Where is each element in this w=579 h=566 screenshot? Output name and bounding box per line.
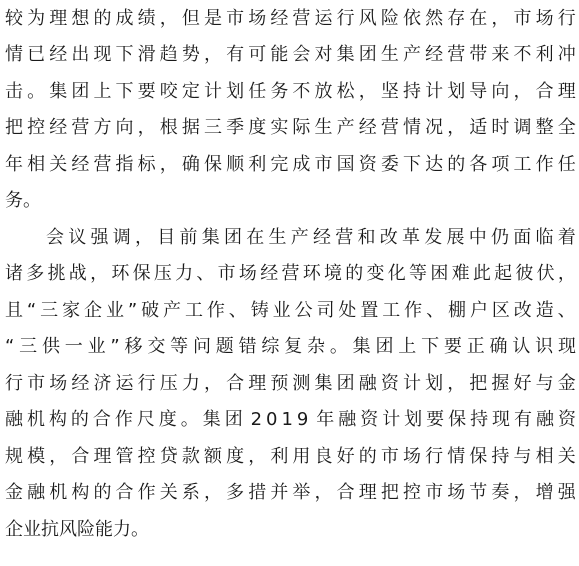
text-line-9: 且 “ 三 家 企 业 ” 破 产 工 作 、 铸 业 公 司 处 置 工 作 、 棚 户 区 改 造 、 xyxy=(5,300,576,321)
text-line-15: 企业抗风险能力。 xyxy=(5,519,149,540)
text-line-11: 行 市 场 经 济 运 行 压 力 ， 合 理 预 测 集 团 融 资 计 划 ， 把 握 好 与 金 xyxy=(5,373,576,394)
text-line-12: 融 机 构 的 合 作 尺 度 。 集 团 2 0 1 9 年 融 资 计 划 要 保 持 现 有 融 资 xyxy=(5,409,576,430)
text-line-8: 诸 多 挑 战 ， 环 保 压 力 、 市 场 经 营 环 境 的 变 化 等 困 难 此 起 彼 伏 ， xyxy=(5,263,576,284)
text-line-10: “ 三 供 一 业 ” 移 交 等 问 题 错 综 复 杂 。 集 团 上 下 要 正 确 认 识 现 xyxy=(5,336,576,357)
text-line-6: 务。 xyxy=(5,190,41,211)
text-line-1: 较 为 理 想 的 成 绩 ， 但 是 市 场 经 营 运 行 风 险 依 然 存 在 ， 市 场 行 xyxy=(5,8,576,29)
text-line-4: 把 控 经 营 方 向 ， 根 据 三 季 度 实 际 生 产 经 营 情 况 ， 适 时 调 整 全 xyxy=(5,117,576,138)
text-line-14: 金 融 机 构 的 合 作 关 系 ， 多 措 并 举 ， 合 理 把 控 市 场 节 奏 ， 增 强 xyxy=(5,482,576,503)
text-line-5: 年 相 关 经 营 指 标 ， 确 保 顺 利 完 成 市 国 资 委 下 达 的 各 项 工 作 任 xyxy=(5,154,576,175)
text-line-13: 规 模 ， 合 理 管 控 贷 款 额 度 ， 利 用 良 好 的 市 场 行 情 保 持 与 相 关 xyxy=(5,446,576,467)
text-line-3: 击 。 集 团 上 下 要 咬 定 计 划 任 务 不 放 松 ， 坚 持 计 划 导 向 ， 合 理 xyxy=(5,81,576,102)
paragraph-start-line: 会 议 强 调 ， 目 前 集 团 在 生 产 经 营 和 改 革 发 展 中 仍 面 临 着 xyxy=(46,227,576,248)
text-line-2: 情 已 经 出 现 下 滑 趋 势 ， 有 可 能 会 对 集 团 生 产 经 营 带 来 不 利 冲 xyxy=(5,44,576,65)
